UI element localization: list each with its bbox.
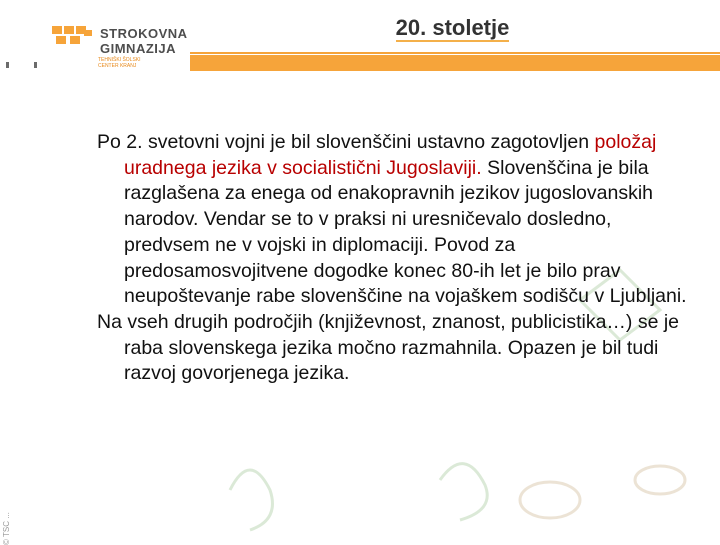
- paragraph-1-text-b: Slovenščina je bila razglašena za enega od enakopravnih jezikov jugoslovanskih narodov. Vendar se to v praksi ni uresničevalo dosledno, predvsem ne v vojski in diplomaciji. Povod za predosamosvojitvene dogodke konec 80-ih let je bilo prav neupoštevanje rabe slovenščine na vojaškem sodišču v Ljubljani.: [124, 156, 687, 308]
- logo-mark-icon: [50, 22, 96, 50]
- paragraph-1: [97, 130, 697, 310]
- copyright-notice: © TSC ...: [2, 512, 11, 545]
- dot: [6, 62, 9, 68]
- school-logo: [50, 22, 190, 72]
- paragraph-2: Na vseh drugih področjih (književnost, znanost, publicistika…) se je raba slovenskega jezika močno razmahnila. Opazen je bil tudi razvoj govorjenega jezika.: [97, 310, 680, 385]
- bg-figure: [440, 464, 487, 520]
- logo-subtitle-1: TEHNIŠKI ŠOLSKI: [98, 57, 141, 63]
- paragraph-1-text-a: Po 2. svetovni vojni je bil slovenščini ustavno zagotovljen: [97, 131, 595, 153]
- paragraph-1-highlight: položaj uradnega jezika v socialistični Jugoslaviji.: [124, 131, 657, 179]
- slide-title: [320, 15, 585, 41]
- bg-figure: [635, 466, 685, 494]
- slide-title-text: 20. stoletje: [395, 15, 510, 40]
- header-stripe: [190, 52, 720, 54]
- logo-subtitle-2: CENTER KRANJ: [98, 63, 137, 69]
- slide-body: [97, 130, 697, 387]
- logo-subtitle: [98, 57, 168, 69]
- bg-figure: [230, 470, 273, 530]
- header-bar: [190, 55, 720, 71]
- logo-line-2: GIMNAZIJA: [100, 41, 176, 56]
- dot: [34, 62, 37, 68]
- logo-text: [100, 27, 188, 55]
- decorative-dots: [6, 62, 46, 70]
- logo-line-1: STROKOVNA: [100, 26, 188, 41]
- bg-figure: [520, 482, 580, 518]
